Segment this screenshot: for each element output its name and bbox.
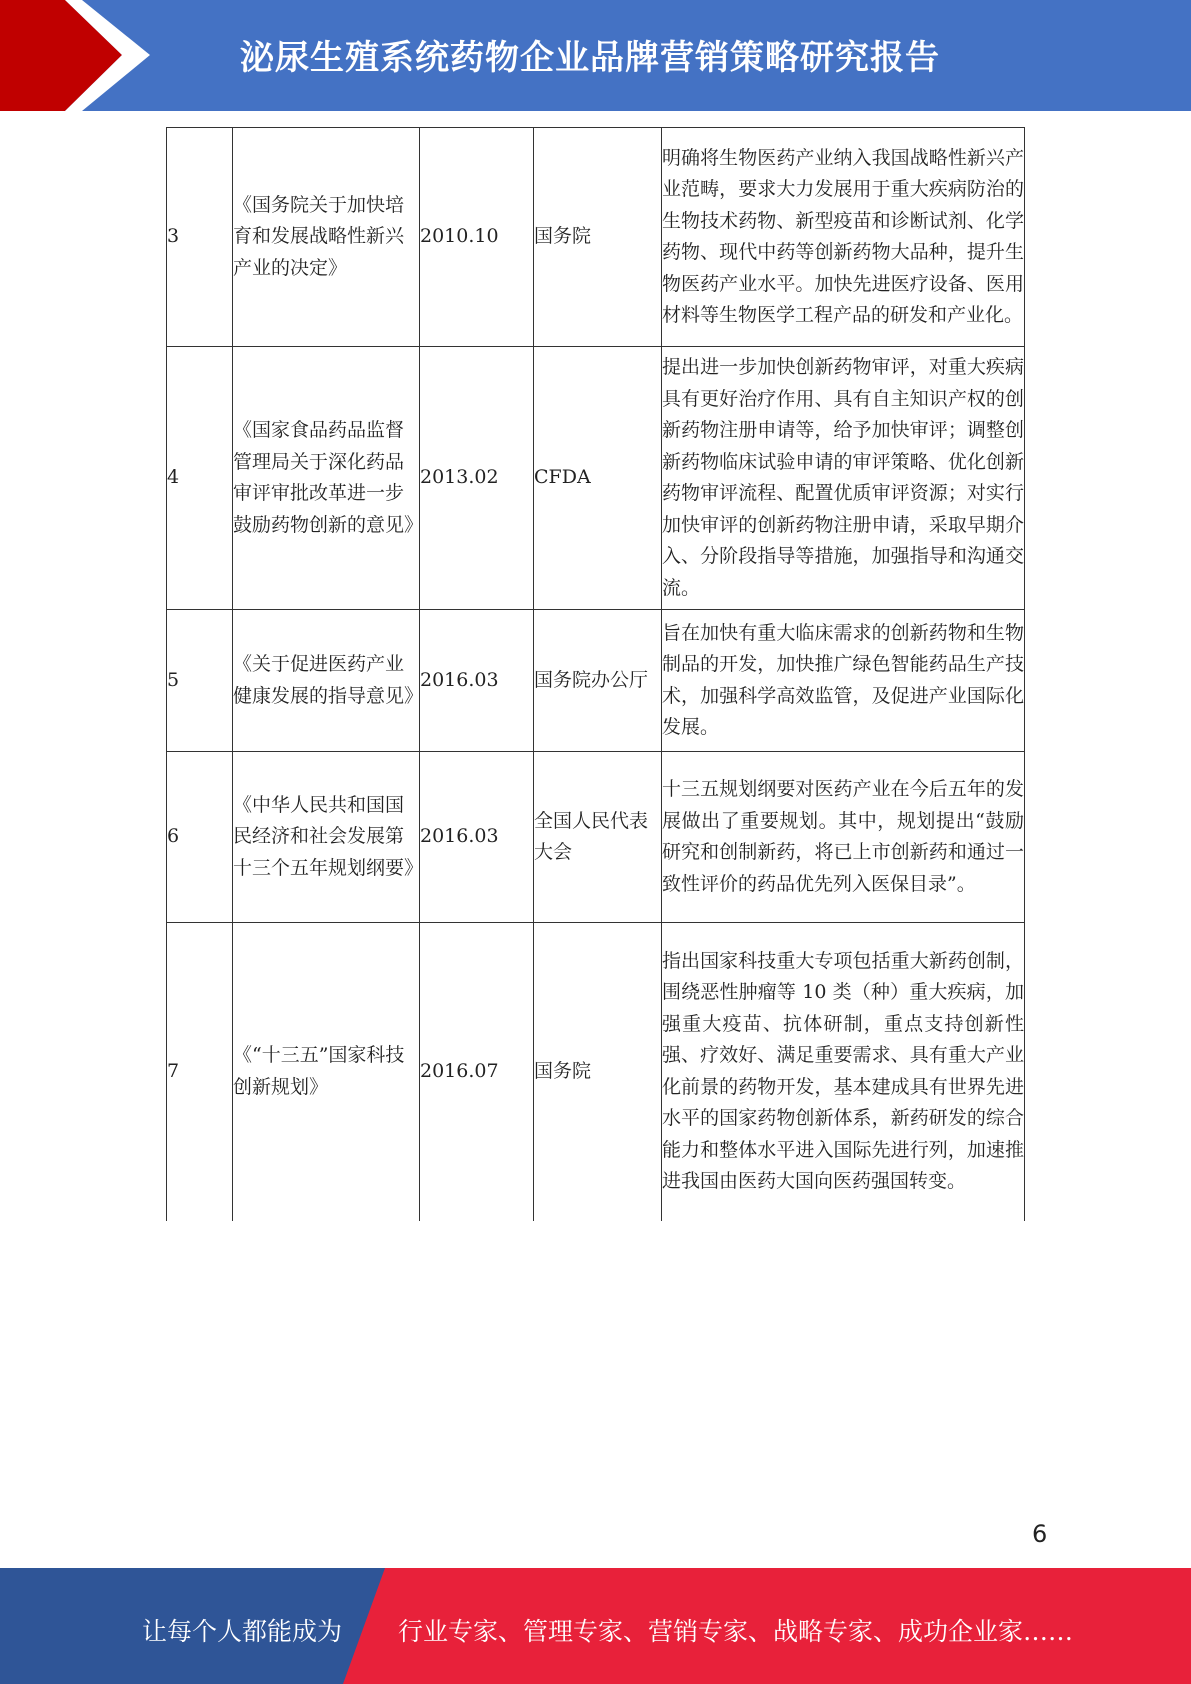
policy-description: 旨在加快有重大临床需求的创新药物和生物制品的开发，加快推广绿色智能药品生产技术，加强科学高效监管，及促进产业国际化发展。 <box>662 610 1025 752</box>
footer-slogan-right: 行业专家、管理专家、营销专家、战略专家、成功企业家…… <box>398 1617 1074 1646</box>
page-footer <box>0 1568 1191 1684</box>
issue-date: 2016.03 <box>420 610 534 752</box>
issuing-body: CFDA <box>534 347 662 610</box>
page-number: 6 <box>1032 1520 1048 1548</box>
policy-table <box>166 127 1025 1221</box>
policy-description: 指出国家科技重大专项包括重大新药创制，围绕恶性肿瘤等 10 类（种）重大疾病，加强重大疫苗、抗体研制，重点支持创新性强、疗效好、满足重要需求、具有重大产业化前景的药物开发，基本建成具有世界先进水平的国家药物创新体系，新药研发的综合能力和整体水平进入国际先进行列，加速推进我国由医药大国向医药强国转变。 <box>662 923 1025 1221</box>
header-arrow-decoration <box>0 0 150 111</box>
policy-name: 《“十三五”国家科技创新规划》 <box>233 923 420 1221</box>
policy-description: 十三五规划纲要对医药产业在今后五年的发展做出了重要规划。其中，规划提出“鼓励研究和创制新药，将已上市创新药和通过一致性评价的药品优先列入医保目录”。 <box>662 752 1025 923</box>
issuing-body: 国务院办公厅 <box>534 610 662 752</box>
row-number: 5 <box>167 610 233 752</box>
policy-name: 《国家食品药品监督管理局关于深化药品审评审批改革进一步鼓励药物创新的意见》 <box>233 347 420 610</box>
policy-name: 《关于促进医药产业健康发展的指导意见》 <box>233 610 420 752</box>
table-row <box>167 923 1025 1221</box>
issuing-body: 全国人民代表大会 <box>534 752 662 923</box>
issue-date: 2010.10 <box>420 128 534 347</box>
report-title: 泌尿生殖系统药物企业品牌营销策略研究报告 <box>240 38 940 78</box>
row-number: 7 <box>167 923 233 1221</box>
policy-description: 明确将生物医药产业纳入我国战略性新兴产业范畴，要求大力发展用于重大疾病防治的生物技术药物、新型疫苗和诊断试剂、化学药物、现代中药等创新药物大品种，提升生物医药产业水平。加快先进医疗设备、医用材料等生物医学工程产品的研发和产业化。 <box>662 128 1025 347</box>
issue-date: 2016.03 <box>420 752 534 923</box>
row-number: 3 <box>167 128 233 347</box>
table-row <box>167 610 1025 752</box>
footer-slogan-left: 让每个人都能成为 <box>142 1617 343 1646</box>
issue-date: 2013.02 <box>420 347 534 610</box>
policy-description: 提出进一步加快创新药物审评，对重大疾病具有更好治疗作用、具有自主知识产权的创新药物注册申请等，给予加快审评；调整创新药物临床试验申请的审评策略、优化创新药物审评流程、配置优质审评资源；对实行加快审评的创新药物注册申请，采取早期介入、分阶段指导等措施，加强指导和沟通交流。 <box>662 347 1025 610</box>
issuing-body: 国务院 <box>534 923 662 1221</box>
page-header <box>0 0 1191 111</box>
policy-name: 《国务院关于加快培育和发展战略性新兴产业的决定》 <box>233 128 420 347</box>
table-row <box>167 347 1025 610</box>
table-row <box>167 752 1025 923</box>
issue-date: 2016.07 <box>420 923 534 1221</box>
policy-name: 《中华人民共和国国民经济和社会发展第十三个五年规划纲要》 <box>233 752 420 923</box>
row-number: 4 <box>167 347 233 610</box>
table-row <box>167 128 1025 347</box>
issuing-body: 国务院 <box>534 128 662 347</box>
row-number: 6 <box>167 752 233 923</box>
